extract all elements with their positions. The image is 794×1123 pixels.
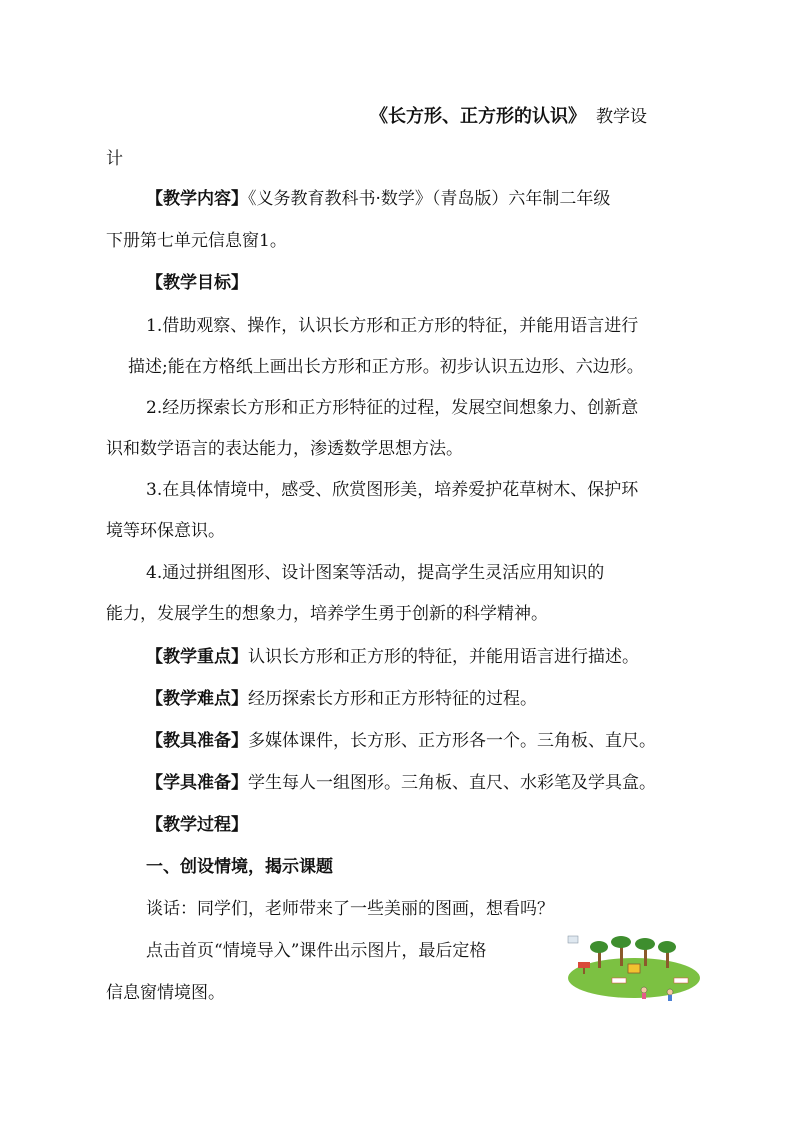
label-tag-icon [612,978,626,983]
teacher-prep-text: 多媒体课件，长方形、正方形各一个。三角板、直尺。 [248,731,656,751]
process-label: 【教学过程】 [146,815,248,835]
student-prep-label: 【学具准备】 [146,773,248,793]
content-line-1 [146,188,610,210]
content-text-1: 《义务教育教科书·数学》（青岛版）六年制二年级 [248,189,611,209]
title-main: 《长方形、正方形的认识》 [370,106,586,127]
section-1-heading: 一、创设情境，揭示课题 [146,857,333,877]
difficulty-label: 【教学难点】 [146,689,248,709]
goals-label: 【教学目标】 [146,273,248,293]
goal-2-line-2: 识和数学语言的表达能力，渗透数学思想方法。 [106,439,463,459]
student-prep-line [146,772,656,794]
teacher-prep-label: 【教具准备】 [146,731,248,751]
click-line-1: 点击首页“情境导入”课件出示图片，最后定格 [146,941,487,961]
teacher-prep-line [146,730,656,752]
key-point-line [146,646,639,668]
content-label: 【教学内容】 [146,189,248,209]
goal-2-line-1: 2.经历探索长方形和正方形特征的过程，发展空间想象力、创新意 [146,398,639,418]
title-wrap: 计 [106,149,123,169]
content-line-2: 下册第七单元信息窗1。 [106,231,287,251]
park-scene-illustration [562,934,702,1004]
click-line-2: 信息窗情境图。 [106,983,225,1003]
goal-4-line-1: 4.通过拼组图形、设计图案等活动，提高学生灵活应用知识的 [146,563,605,583]
difficulty-line [146,688,537,710]
label-tag-icon [674,978,688,983]
talk-line: 谈话：同学们，老师带来了一些美丽的图画，想看吗？ [146,899,554,919]
goal-1-line-1: 1.借助观察、操作，认识长方形和正方形的特征，并能用语言进行 [146,316,639,336]
board-icon [628,964,640,973]
goal-3-line-2: 境等环保意识。 [106,521,225,541]
goal-1-line-2: 描述;能在方格纸上画出长方形和正方形。初步认识五边形、六边形。 [128,357,644,377]
student-prep-text: 学生每人一组图形。三角板、直尺、水彩笔及学具盒。 [248,773,656,793]
document-title [370,106,647,128]
key-point-text: 认识长方形和正方形的特征，并能用语言进行描述。 [248,647,639,667]
goal-3-line-1: 3.在具体情境中，感受、欣赏图形美，培养爱护花草树木、保护环 [146,480,639,500]
flag-icon [568,936,578,943]
key-point-label: 【教学重点】 [146,647,248,667]
difficulty-text: 经历探索长方形和正方形特征的过程。 [248,689,537,709]
goal-4-line-2: 能力，发展学生的想象力，培养学生勇于创新的科学精神。 [106,604,548,624]
title-tail: 教学设 [596,107,647,127]
